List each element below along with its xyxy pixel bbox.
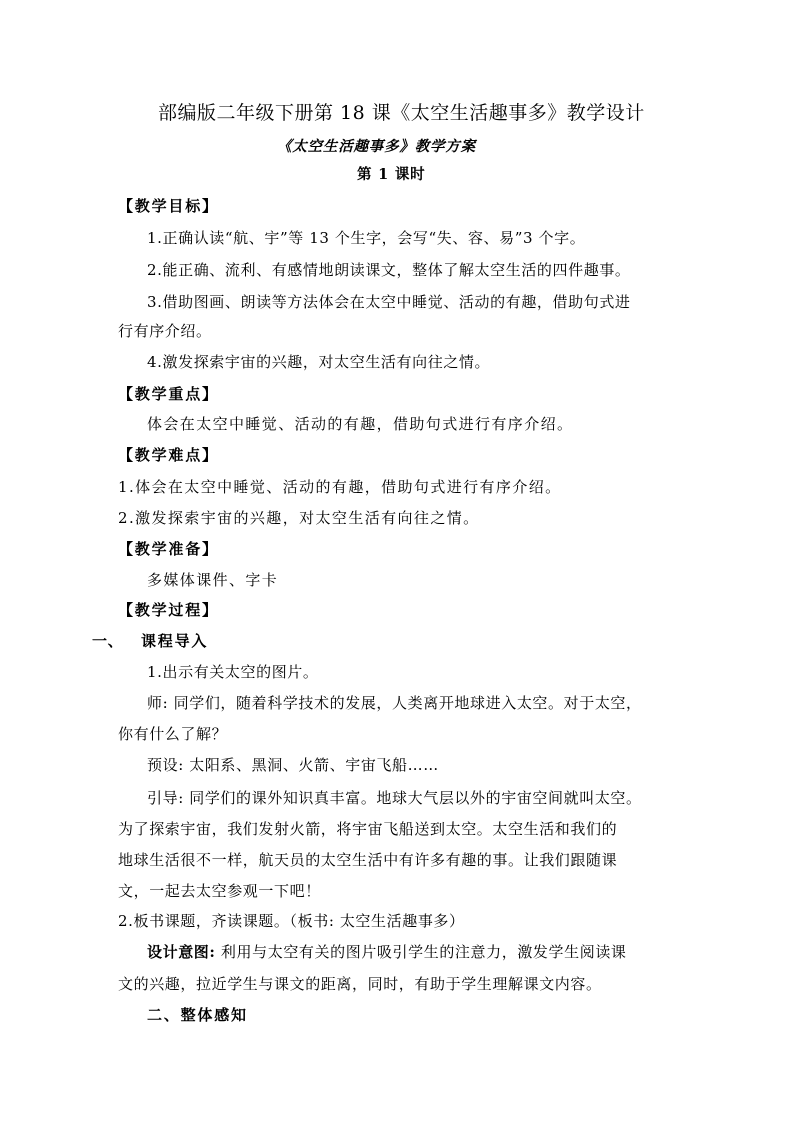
process-line: 预设: 太阳系、黑洞、火箭、宇宙飞船…… [147, 756, 439, 774]
process-line: 1.出示有关太空的图片。 [147, 663, 319, 681]
process-line: 引导: 同学们的课外知识真丰富。地球大气层以外的宇宙空间就叫太空。 [147, 789, 642, 807]
process-line: 师: 同学们，随着科学技术的发展，人类离开地球进入太空。对于太空， [147, 694, 642, 712]
process-line: 你有什么了解？ [118, 725, 228, 743]
part1-number: 一、 [92, 632, 124, 650]
difficulty-item: 2.激发探索宇宙的兴趣，对太空生活有向往之情。 [118, 509, 480, 527]
difficulty-item: 1.体会在太空中睡觉、活动的有趣，借助句式进行有序介绍。 [118, 478, 562, 496]
goal-item: 1.正确认读“航、宇”等 13 个生字，会写“失、容、易”3 个字。 [147, 229, 586, 247]
document-title: 部编版二年级下册第 18 课《太空生活趣事多》教学设计 [158, 102, 645, 124]
design-intent-line [147, 942, 627, 962]
heading-process: 【教学过程】 [118, 601, 219, 619]
heading-difficulty: 【教学难点】 [118, 446, 219, 464]
heading-goals: 【教学目标】 [118, 197, 219, 215]
heading-prep: 【教学准备】 [118, 540, 219, 558]
part2-title: 二、整体感知 [147, 1006, 248, 1024]
lesson-label: 第 1 课时 [357, 166, 426, 183]
process-line: 地球生活很不一样，航天员的太空生活中有许多有趣的事。让我们跟随课 [118, 851, 618, 869]
goal-item-continued: 行有序介绍。 [118, 322, 212, 340]
design-intent-line: 文的兴趣，拉近学生与课文的距离，同时，有助于学生理解课文内容。 [118, 975, 602, 993]
process-line: 2.板书课题，齐读课题。（板书: 太空生活趣事多） [118, 912, 465, 930]
process-line: 文，一起去太空参观一下吧！ [118, 882, 321, 900]
goal-item: 3.借助图画、朗读等方法体会在太空中睡觉、活动的有趣，借助句式进 [147, 293, 631, 311]
part1-title: 课程导入 [141, 632, 209, 650]
goal-item: 4.激发探索宇宙的兴趣，对太空生活有向往之情。 [147, 353, 491, 371]
prep-text: 多媒体课件、字卡 [147, 571, 279, 589]
focus-text: 体会在太空中睡觉、活动的有趣，借助句式进行有序介绍。 [147, 415, 574, 433]
heading-focus: 【教学重点】 [118, 385, 219, 403]
design-intent-label: 设计意图: [147, 943, 216, 961]
process-line: 为了探索宇宙，我们发射火箭，将宇宙飞船送到太空。太空生活和我们的 [118, 820, 618, 838]
document-subtitle: 《太空生活趣事多》教学方案 [277, 138, 476, 155]
design-intent-text: 利用与太空有关的图片吸引学生的注意力，激发学生阅读课 [215, 943, 627, 961]
goal-item: 2.能正确、流利、有感情地朗读课文，整体了解太空生活的四件趣事。 [147, 261, 631, 279]
